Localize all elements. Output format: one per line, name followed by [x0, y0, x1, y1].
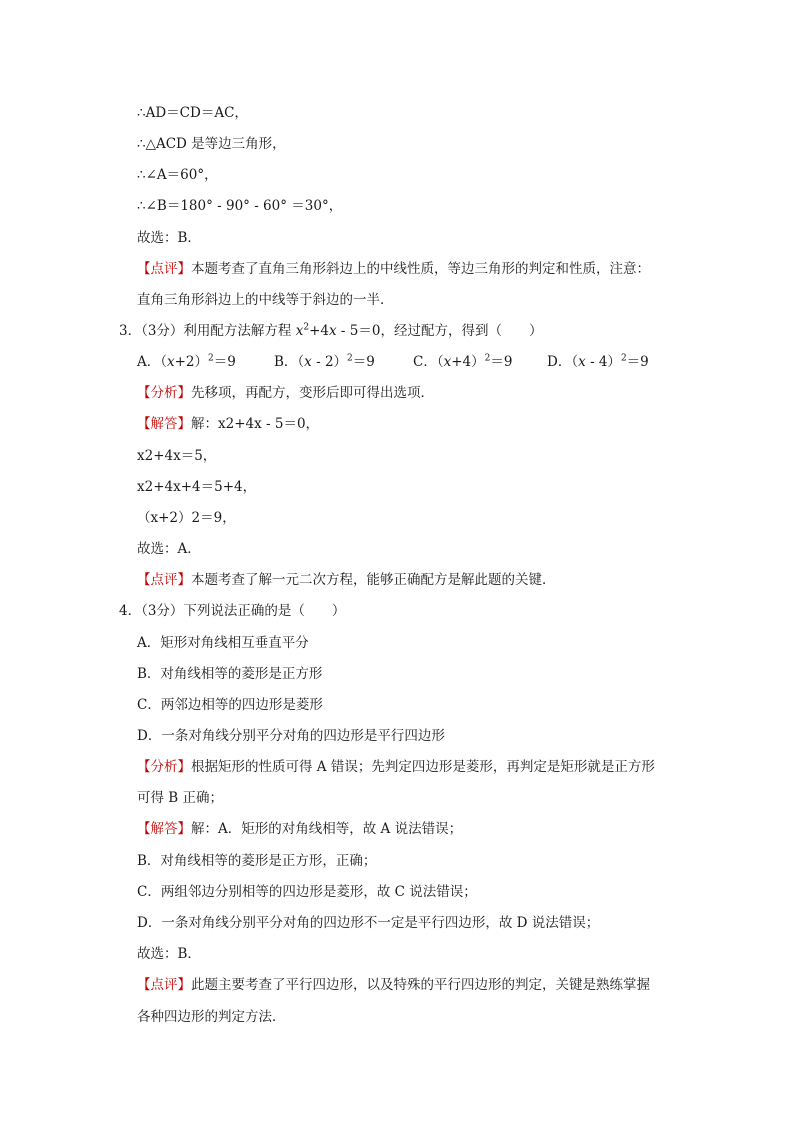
solution-line: ∴∠A＝60°， — [137, 167, 218, 183]
solution-line: x2+4x＝5， — [137, 448, 217, 464]
option-d: D．一条对角线分别平分对角的四边形是平行四边形 — [137, 728, 445, 744]
answer-text: 解：A．矩形的对角线相等，故 A 说法错误； — [191, 821, 463, 837]
review-tag: 【点评】 — [137, 977, 191, 993]
analysis-text: 先移项，再配方，变形后即可得出选项． — [191, 385, 434, 401]
solution-line: ∴∠B＝180° - 90° - 60° ＝30°， — [137, 198, 343, 214]
review-paragraph — [137, 976, 650, 994]
review-text: 直角三角形斜边上的中线等于斜边的一半． — [137, 292, 394, 308]
review-tag: 【点评】 — [137, 261, 191, 277]
option-b: B．对角线相等的菱形是正方形 — [137, 666, 323, 682]
solution-line: 故选：A． — [137, 541, 201, 557]
analysis-text: 可得 B 正确； — [137, 790, 224, 806]
option-a: A．$(x+2)^2=9$ — [137, 353, 236, 370]
option-c: C．两邻边相等的四边形是菱形 — [137, 697, 323, 713]
question-4-stem: 4．（3分）下列说法正确的是（ ） — [119, 603, 346, 619]
answer-text: 解：x2+4x - 5＝0， — [191, 416, 320, 432]
variable: x — [329, 323, 337, 339]
variable: x — [295, 323, 304, 339]
solution-line: B．对角线相等的菱形是正方形，正确； — [137, 853, 377, 869]
solution-line: C．两组邻边分别相等的四边形是菱形，故 C 说法错误； — [137, 884, 477, 900]
option-c: C．$(x+4)^2=9$ — [413, 353, 513, 370]
analysis-tag: 【分析】 — [137, 385, 191, 401]
solution-line: D．一条对角线分别平分对角的四边形不一定是平行四边形，故 D 说法错误； — [137, 915, 600, 931]
option-d: D．（x - 4）$^2$＝9 — [547, 353, 649, 370]
equation-part: +4 — [309, 323, 329, 339]
answer-paragraph — [137, 415, 319, 433]
answer-tag: 【解答】 — [137, 821, 191, 837]
solution-line: x2+4x+4＝5+4， — [137, 479, 257, 495]
analysis-paragraph — [137, 758, 655, 776]
analysis-paragraph — [137, 384, 434, 402]
question-stem-text: 3．（3分）利用配方法解方程 — [119, 323, 296, 339]
solution-line: （x+2）2＝9， — [137, 510, 236, 526]
solution-line: ∴△ACD 是等边三角形， — [137, 136, 286, 152]
answer-paragraph — [137, 820, 462, 838]
solution-line: 故选：B． — [137, 230, 201, 246]
exponent: 2 — [303, 322, 310, 333]
review-text: 本题考查了直角三角形斜边上的中线性质，等边三角形的判定和性质，注意： — [191, 261, 650, 277]
option-b: B．（x - 2）$^2$＝9 — [274, 353, 375, 370]
solution-line: 故选：B． — [137, 946, 201, 962]
answer-tag: 【解答】 — [137, 416, 191, 432]
question-stem-text: - 5＝0，经过配方，得到（ ） — [336, 323, 543, 339]
review-text: 此题主要考查了平行四边形，以及特殊的平行四边形的判定，关键是熟练掌握 — [191, 977, 650, 993]
review-paragraph — [137, 260, 650, 278]
analysis-tag: 【分析】 — [137, 759, 191, 775]
review-text: 本题考查了解一元二次方程，能够正确配方是解此题的关键． — [191, 572, 556, 588]
review-tag: 【点评】 — [137, 572, 191, 588]
solution-line: ∴AD＝CD＝AC， — [137, 105, 248, 121]
review-paragraph — [137, 571, 556, 589]
question-3-stem — [119, 322, 542, 340]
review-text: 各种四边形的判定方法． — [137, 1009, 286, 1025]
option-a: A．矩形对角线相互垂直平分 — [137, 635, 309, 651]
analysis-text: 根据矩形的性质可得 A 错误；先判定四边形是菱形，再判定是矩形就是正方形 — [191, 759, 655, 775]
